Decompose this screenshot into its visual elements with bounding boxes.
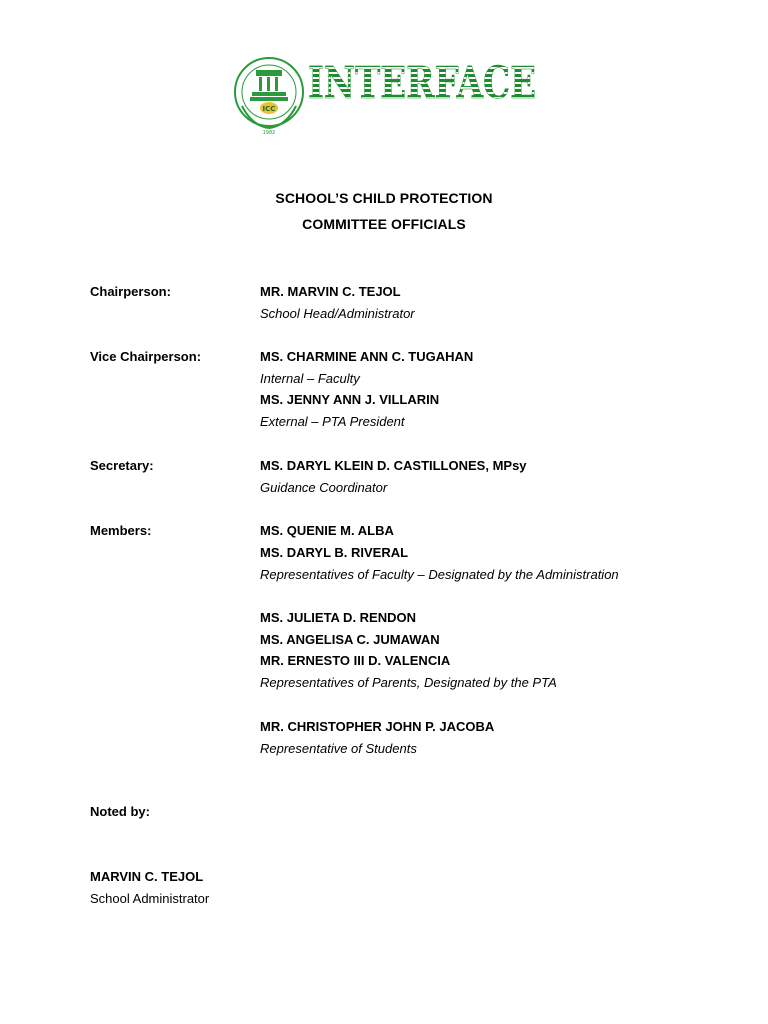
member-name: MS. QUENIE M. ALBA bbox=[260, 523, 394, 538]
vice-chairperson-name-internal: MS. CHARMINE ANN C. TUGAHAN bbox=[260, 349, 474, 364]
document-title-line2: COMMITTEE OFFICIALS bbox=[302, 216, 466, 232]
faculty-representatives-desc: Representatives of Faculty – Designated by the Administration bbox=[260, 567, 619, 582]
vice-chairperson-name-external: MS. JENNY ANN J. VILLARIN bbox=[260, 392, 440, 407]
signatory-name: MARVIN C. TEJOL bbox=[90, 869, 204, 884]
member-name: MS. ANGELISA C. JUMAWAN bbox=[260, 632, 440, 647]
signatory-title: School Administrator bbox=[90, 891, 210, 906]
member-name: MS. JULIETA D. RENDON bbox=[260, 610, 417, 625]
chairperson-name: MR. MARVIN C. TEJOL bbox=[260, 284, 401, 299]
member-name: MS. DARYL B. RIVERAL bbox=[260, 545, 409, 560]
logo-text: INTERFACE bbox=[308, 58, 536, 109]
member-name: MR. CHRISTOPHER JOHN P. JACOBA bbox=[260, 719, 495, 734]
chairperson-position: School Head/Administrator bbox=[260, 306, 415, 321]
school-seal-icon bbox=[232, 46, 306, 138]
vice-chairperson-label: Vice Chairperson: bbox=[90, 349, 202, 364]
interface-wordmark bbox=[308, 54, 540, 110]
secretary-label: Secretary: bbox=[90, 458, 154, 473]
document-title-line1: SCHOOL’S CHILD PROTECTION bbox=[275, 190, 493, 206]
member-name: MR. ERNESTO III D. VALENCIA bbox=[260, 653, 451, 668]
student-representative-desc: Representative of Students bbox=[260, 741, 417, 756]
seal-year: 1982 bbox=[262, 130, 276, 136]
secretary-position: Guidance Coordinator bbox=[260, 480, 388, 495]
seal-initials: ICC bbox=[262, 105, 276, 113]
vice-chairperson-position-internal: Internal – Faculty bbox=[260, 371, 360, 386]
noted-by-label: Noted by: bbox=[90, 804, 150, 819]
school-logo bbox=[232, 46, 542, 142]
chairperson-label: Chairperson: bbox=[90, 284, 171, 299]
vice-chairperson-position-external: External – PTA President bbox=[260, 414, 405, 429]
members-label: Members: bbox=[90, 523, 152, 538]
secretary-name: MS. DARYL KLEIN D. CASTILLONES, MPsy bbox=[260, 458, 527, 473]
parent-representatives-desc: Representatives of Parents, Designated by the PTA bbox=[260, 675, 557, 690]
